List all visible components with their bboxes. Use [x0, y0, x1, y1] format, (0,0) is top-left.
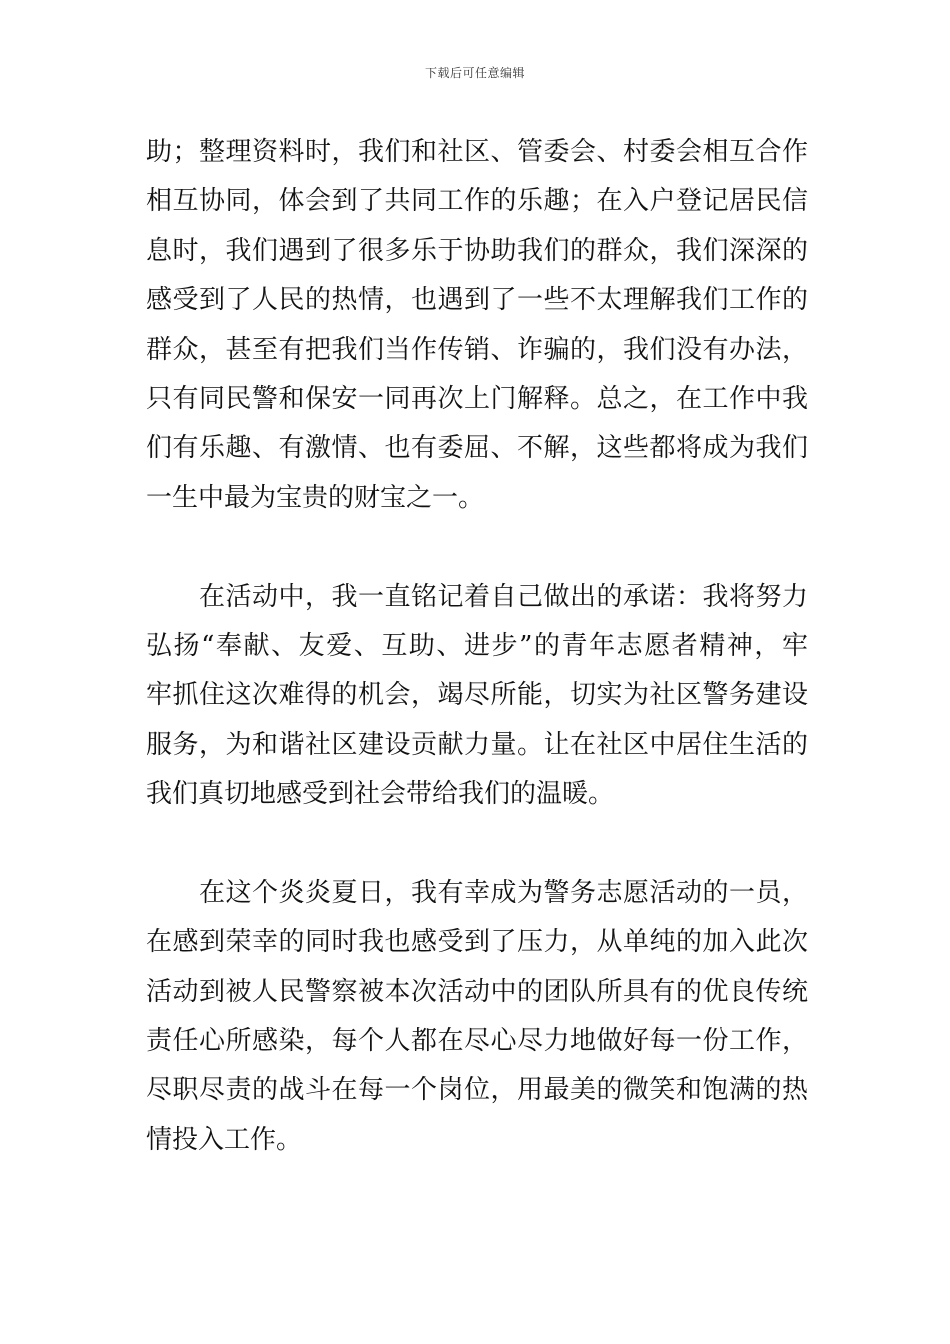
text-line: 感受到了人民的热情，也遇到了一些不太理解我们工作的 [146, 285, 808, 316]
text-line: 弘扬“奉献、友爱、互助、进步”的青年志愿者精神，牢 [146, 630, 808, 661]
text-line: 息时，我们遇到了很多乐于协助我们的群众，我们深深的 [146, 235, 808, 266]
document-body [146, 128, 808, 1165]
text-line: 在感到荣幸的同时我也感受到了压力，从单纯的加入此次 [146, 927, 808, 958]
text-line: 们有乐趣、有激情、也有委屈、不解，这些都将成为我们 [146, 433, 808, 464]
text-line: 在活动中，我一直铭记着自己做出的承诺：我将努力 [146, 581, 808, 612]
text-line: 在这个炎炎夏日，我有幸成为警务志愿活动的一员， [146, 877, 808, 908]
text-line: 活动到被人民警察被本次活动中的团队所具有的优良传统 [146, 976, 808, 1007]
paragraph-3 [146, 869, 808, 1165]
text-line: 只有同民警和保安一同再次上门解释。总之，在工作中我 [146, 383, 808, 414]
text-line: 相互协同，体会到了共同工作的乐趣；在入户登记居民信 [146, 186, 808, 217]
paragraph-spacer [146, 819, 808, 868]
text-line: 责任心所感染，每个人都在尽心尽力地做好每一份工作， [146, 1026, 808, 1057]
paragraph-spacer [146, 523, 808, 572]
text-line: 我们真切地感受到社会带给我们的温暖。 [146, 779, 615, 810]
text-line: 服务，为和谐社区建设贡献力量。让在社区中居住生活的 [146, 729, 808, 760]
page-header: 下载后可任意编辑 [424, 66, 525, 80]
text-line: 牢抓住这次难得的机会，竭尽所能，切实为社区警务建设 [146, 680, 808, 711]
text-line: 情投入工作。 [146, 1124, 303, 1155]
text-line: 一生中最为宝贵的财宝之一。 [146, 482, 485, 513]
text-line: 尽职尽责的战斗在每一个岗位，用最美的微笑和饱满的热 [146, 1075, 808, 1106]
paragraph-1 [146, 128, 808, 523]
paragraph-2 [146, 573, 808, 820]
text-line: 群众，甚至有把我们当作传销、诈骗的，我们没有办法， [146, 334, 808, 365]
text-line: 助；整理资料时，我们和社区、管委会、村委会相互合作 [146, 137, 808, 167]
